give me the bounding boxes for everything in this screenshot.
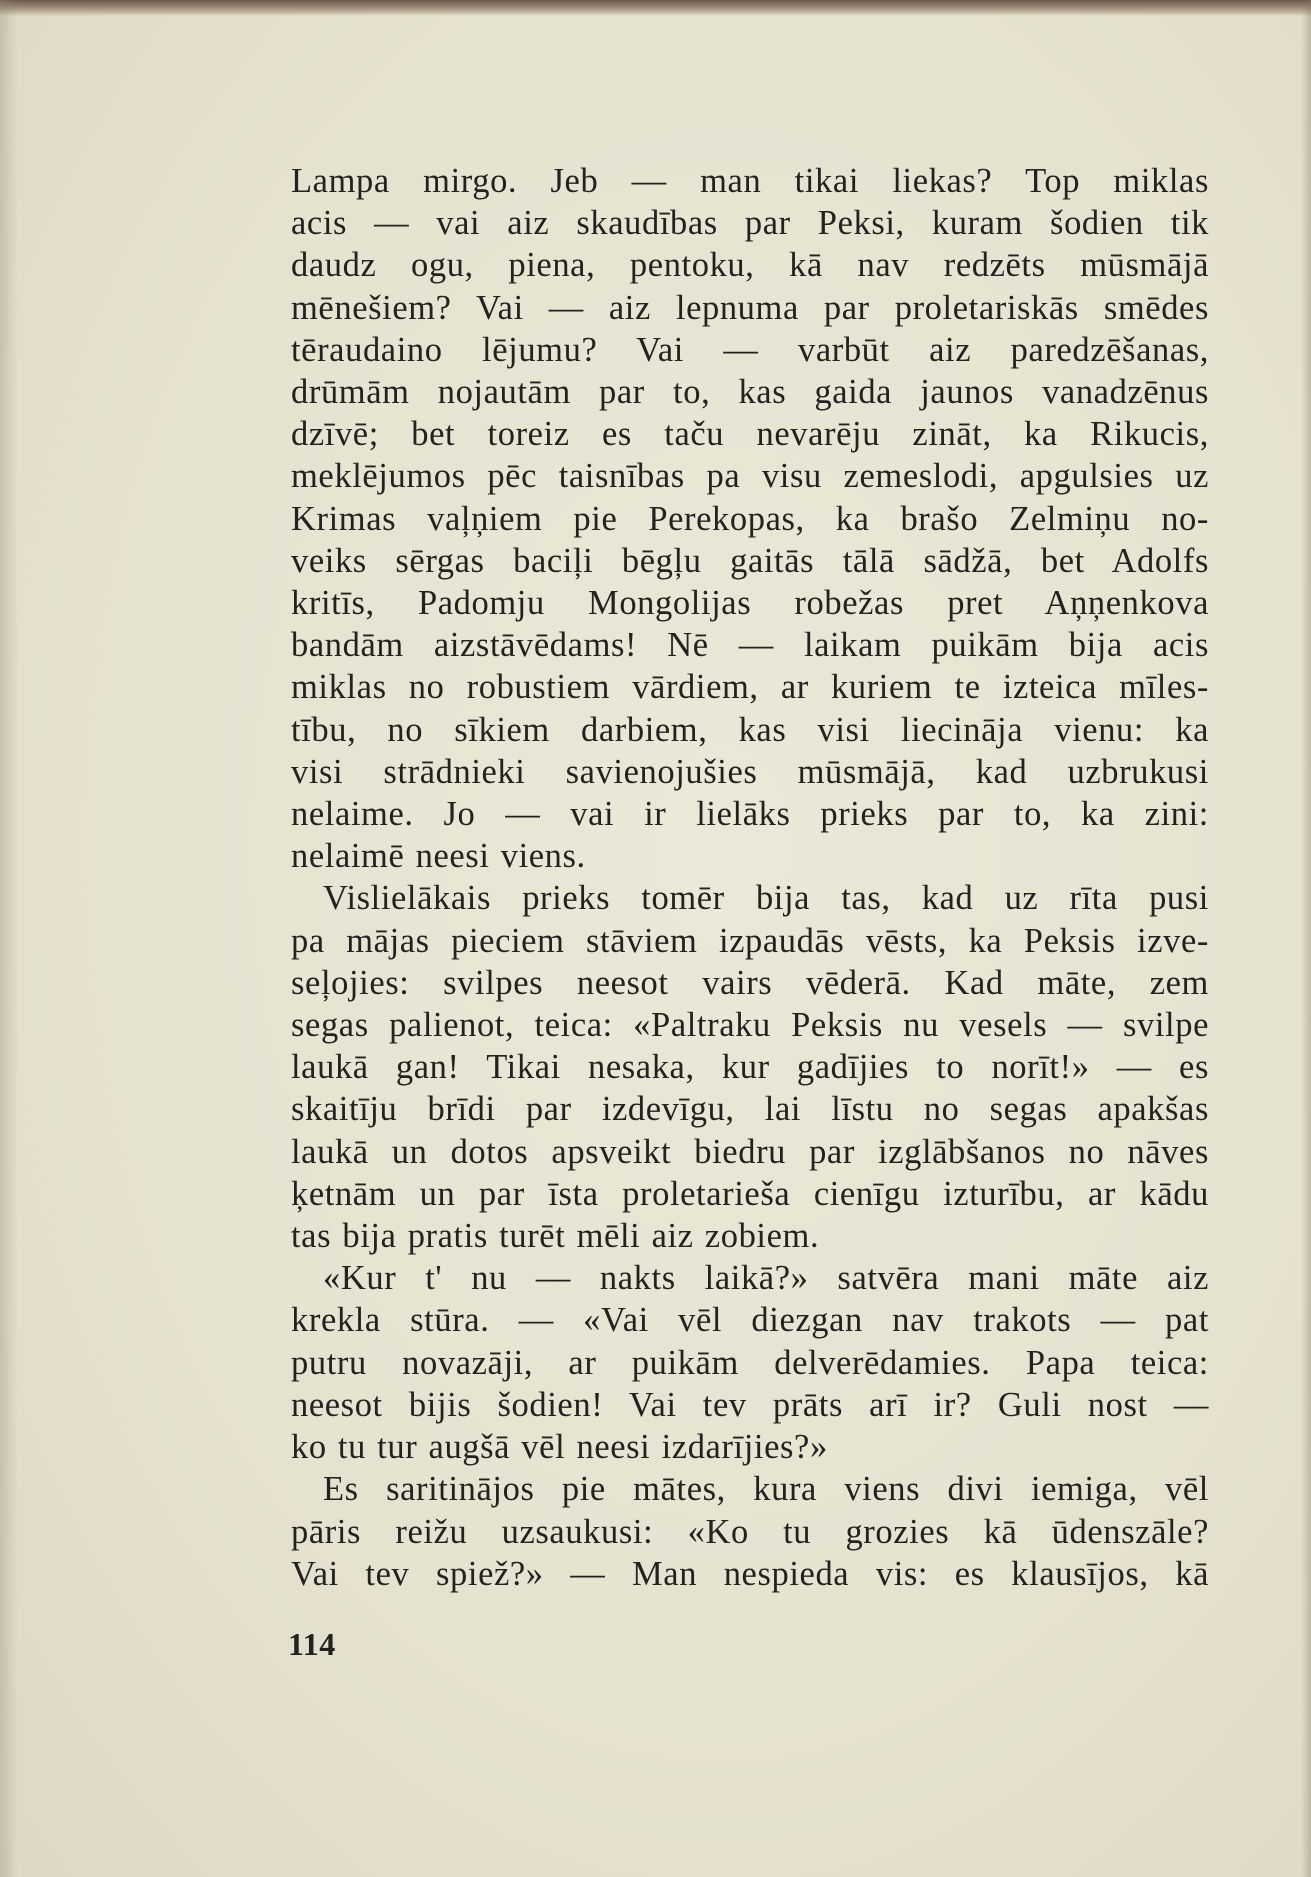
text-line: krekla stūra. — «Vai vēl diezgan nav trakots — pat [291,1301,1209,1340]
text-line: meklējumos pēc taisnības pa visu zemeslodi, apgulsies uz [291,457,1209,496]
text-line: pāris reižu uzsaukusi: «Ko tu grozies kā ūdenszāle? [291,1512,1209,1551]
text-line: acis — vai aiz skaudības par Peksi, kuram šodien tik [291,204,1209,243]
text-line: miklas no robustiem vārdiem, ar kuriem te izteica mīles- [291,668,1209,707]
text-line: visi strādnieki savienojušies mūsmājā, kad uzbrukusi [291,752,1209,791]
text-line: Es saritinājos pie mātes, kura viens divi iemiga, vēl [323,1470,1209,1509]
body-text [291,160,1209,1595]
text-line: skaitīju brīdi par izdevīgu, lai līstu no segas apakšas [291,1090,1209,1129]
page-number: 114 [288,1626,336,1662]
text-line: kritīs, Padomju Mongolijas robežas pret Aņņenkova [291,584,1209,623]
text-line: laukā gan! Tikai nesaka, kur gadījies to norīt!» — es [291,1048,1209,1087]
text-line: putru novazāji, ar puikām delverēdamies. Papa teica: [291,1343,1209,1382]
text-line: tas bija pratis turēt mēli aiz zobiem. [291,1217,820,1256]
paragraph [291,1468,1209,1595]
text-line: Lampa mirgo. Jeb — man tikai liekas? Top miklas [291,162,1209,200]
text-line: «Kur t' nu — nakts laikā?» satvēra mani māte aiz [323,1259,1209,1298]
text-line: bandām aizstāvēdams! Nē — laikam puikām bija acis [291,626,1209,665]
text-line: ko tu tur augšā vēl neesi izdarījies?» [291,1428,828,1467]
text-line: tēraudaino lējumu? Vai — varbūt aiz paredzēšanas, [291,330,1209,369]
text-line: veiks sērgas baciļi bēgļu gaitās tālā sādžā, bet Adolfs [291,541,1209,580]
text-line: tību, no sīkiem darbiem, kas visi liecināja vienu: ka [291,710,1209,749]
text-line: drūmām nojautām par to, kas gaida jaunos vanadzēnus [291,373,1209,412]
text-line: pa mājas pieciem stāviem izpaudās vēsts, ka Peksis izve- [291,921,1209,960]
text-line: ķetnām un par īsta proletarieša cienīgu izturību, ar kādu [291,1174,1209,1213]
text-line: nelaime. Jo — vai ir lielāks prieks par to, ka zini: [291,795,1209,834]
text-line: daudz ogu, piena, pentoku, kā nav redzēts mūsmājā [291,246,1209,285]
page-top-edge [0,0,1311,16]
text-line: dzīvē; bet toreiz es taču nevarēju zināt, ka Rikucis, [291,415,1209,454]
text-line: neesot bijis šodien! Vai tev prāts arī ir? Guli nost — [291,1385,1209,1424]
paragraph [291,877,1209,1257]
paragraph [291,1257,1209,1468]
page-right-edge [1301,0,1311,1877]
text-line: Krimas vaļņiem pie Perekopas, ka brašo Zelmiņu no- [291,499,1209,538]
paragraph [291,160,1209,877]
text-line: Vai tev spiež?» — Man nespieda vis: es klausījos, kā [291,1554,1209,1593]
text-line: seļojies: svilpes neesot vairs vēderā. Kad māte, zem [291,963,1209,1002]
text-line: laukā un dotos apsveikt biedru par izglābšanos no nāves [291,1132,1209,1171]
page-gutter-shadow [0,0,18,1877]
text-line: nelaimē neesi viens. [291,837,586,876]
text-line: mēnešiem? Vai — aiz lepnuma par proletariskās smēdes [291,288,1209,327]
text-line: Vislielākais prieks tomēr bija tas, kad uz rīta pusi [323,879,1209,918]
text-line: segas palienot, teica: «Paltraku Peksis nu vesels — svilpe [291,1006,1209,1045]
